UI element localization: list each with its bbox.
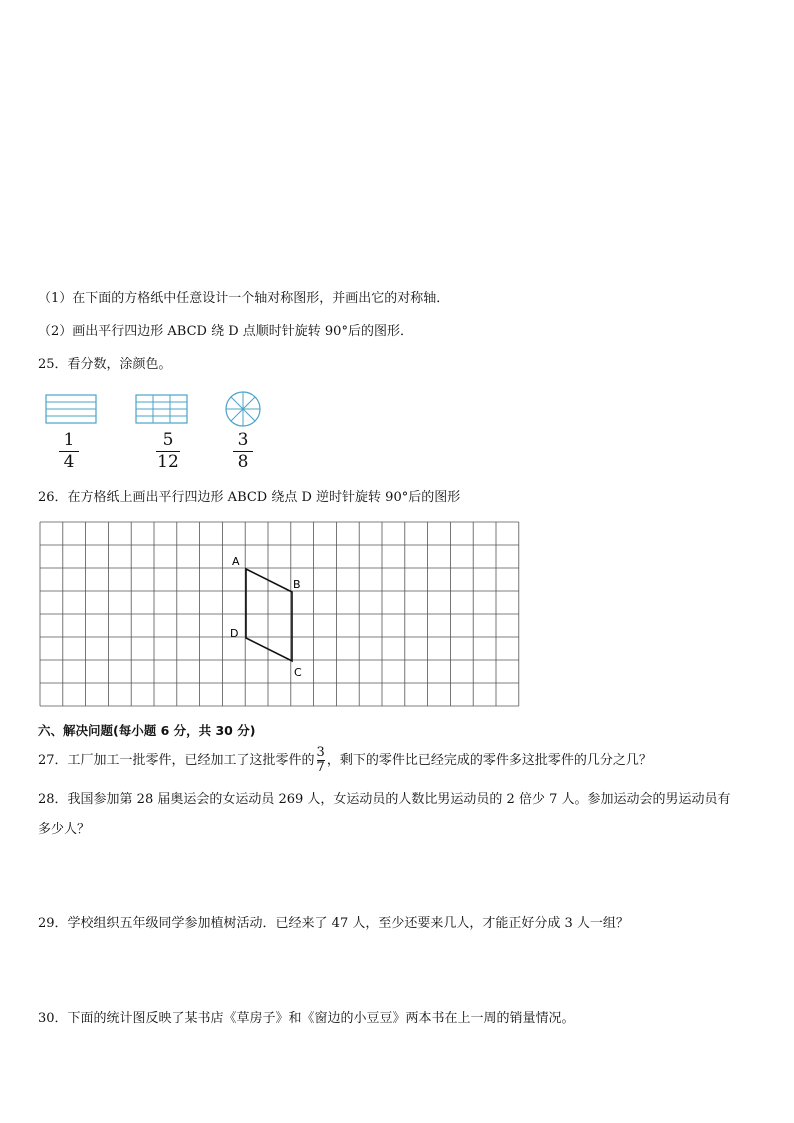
label-a: A: [232, 555, 240, 568]
q27: 27．工厂加工一批零件，已经加工了这批零件的 $\frac{3}{7}$ ，剩下的零件比已经完成的零件多这批零件的几分之几？: [38, 745, 652, 775]
q26-prompt: 26．在方格纸上画出平行四边形 ABCD 绕点 D 逆时针旋转 90°后的图形: [38, 490, 461, 505]
q25-fraction-3: 3 8: [233, 431, 253, 472]
label-d: D: [230, 627, 239, 640]
parallelogram-abcd: [246, 569, 292, 661]
q25-rectangle-twelfths: [135, 394, 189, 426]
q26-grid: [39, 521, 523, 711]
q24-part2: （2）画出平行四边形 ABCD 绕 D 点顺时针旋转 90°后的图形．: [38, 324, 413, 339]
q25-circle-eighths: [224, 390, 262, 428]
label-c: C: [294, 666, 302, 679]
q25-fraction-2: 5 12: [157, 430, 179, 472]
q28-line2: 多少人？: [38, 822, 91, 837]
q24-part1: （1）在下面的方格纸中任意设计一个轴对称图形，并画出它的对称轴．: [38, 291, 450, 306]
section-6-heading: 六、解决问题(每小题 6 分，共 30 分): [38, 723, 256, 738]
q25-rectangle-quarters: [45, 394, 99, 426]
q25-prompt: 25．看分数，涂颜色。: [38, 357, 172, 372]
q28-line1: 28．我国参加第 28 届奥运会的女运动员 269 人，女运动员的人数比男运动员的 2 倍少 7 人。参加运动会的男运动员有: [38, 792, 731, 807]
q25-fraction-1: 1 4: [59, 431, 79, 472]
label-b: B: [293, 578, 301, 591]
q30: 30．下面的统计图反映了某书店《草房子》和《窗边的小豆豆》两本书在上一周的销量情况。: [38, 1011, 575, 1026]
q29: 29．学校组织五年级同学参加植树活动．已经来了 47 人，至少还要来几人，才能正好分成 3 人一组？: [38, 916, 629, 931]
